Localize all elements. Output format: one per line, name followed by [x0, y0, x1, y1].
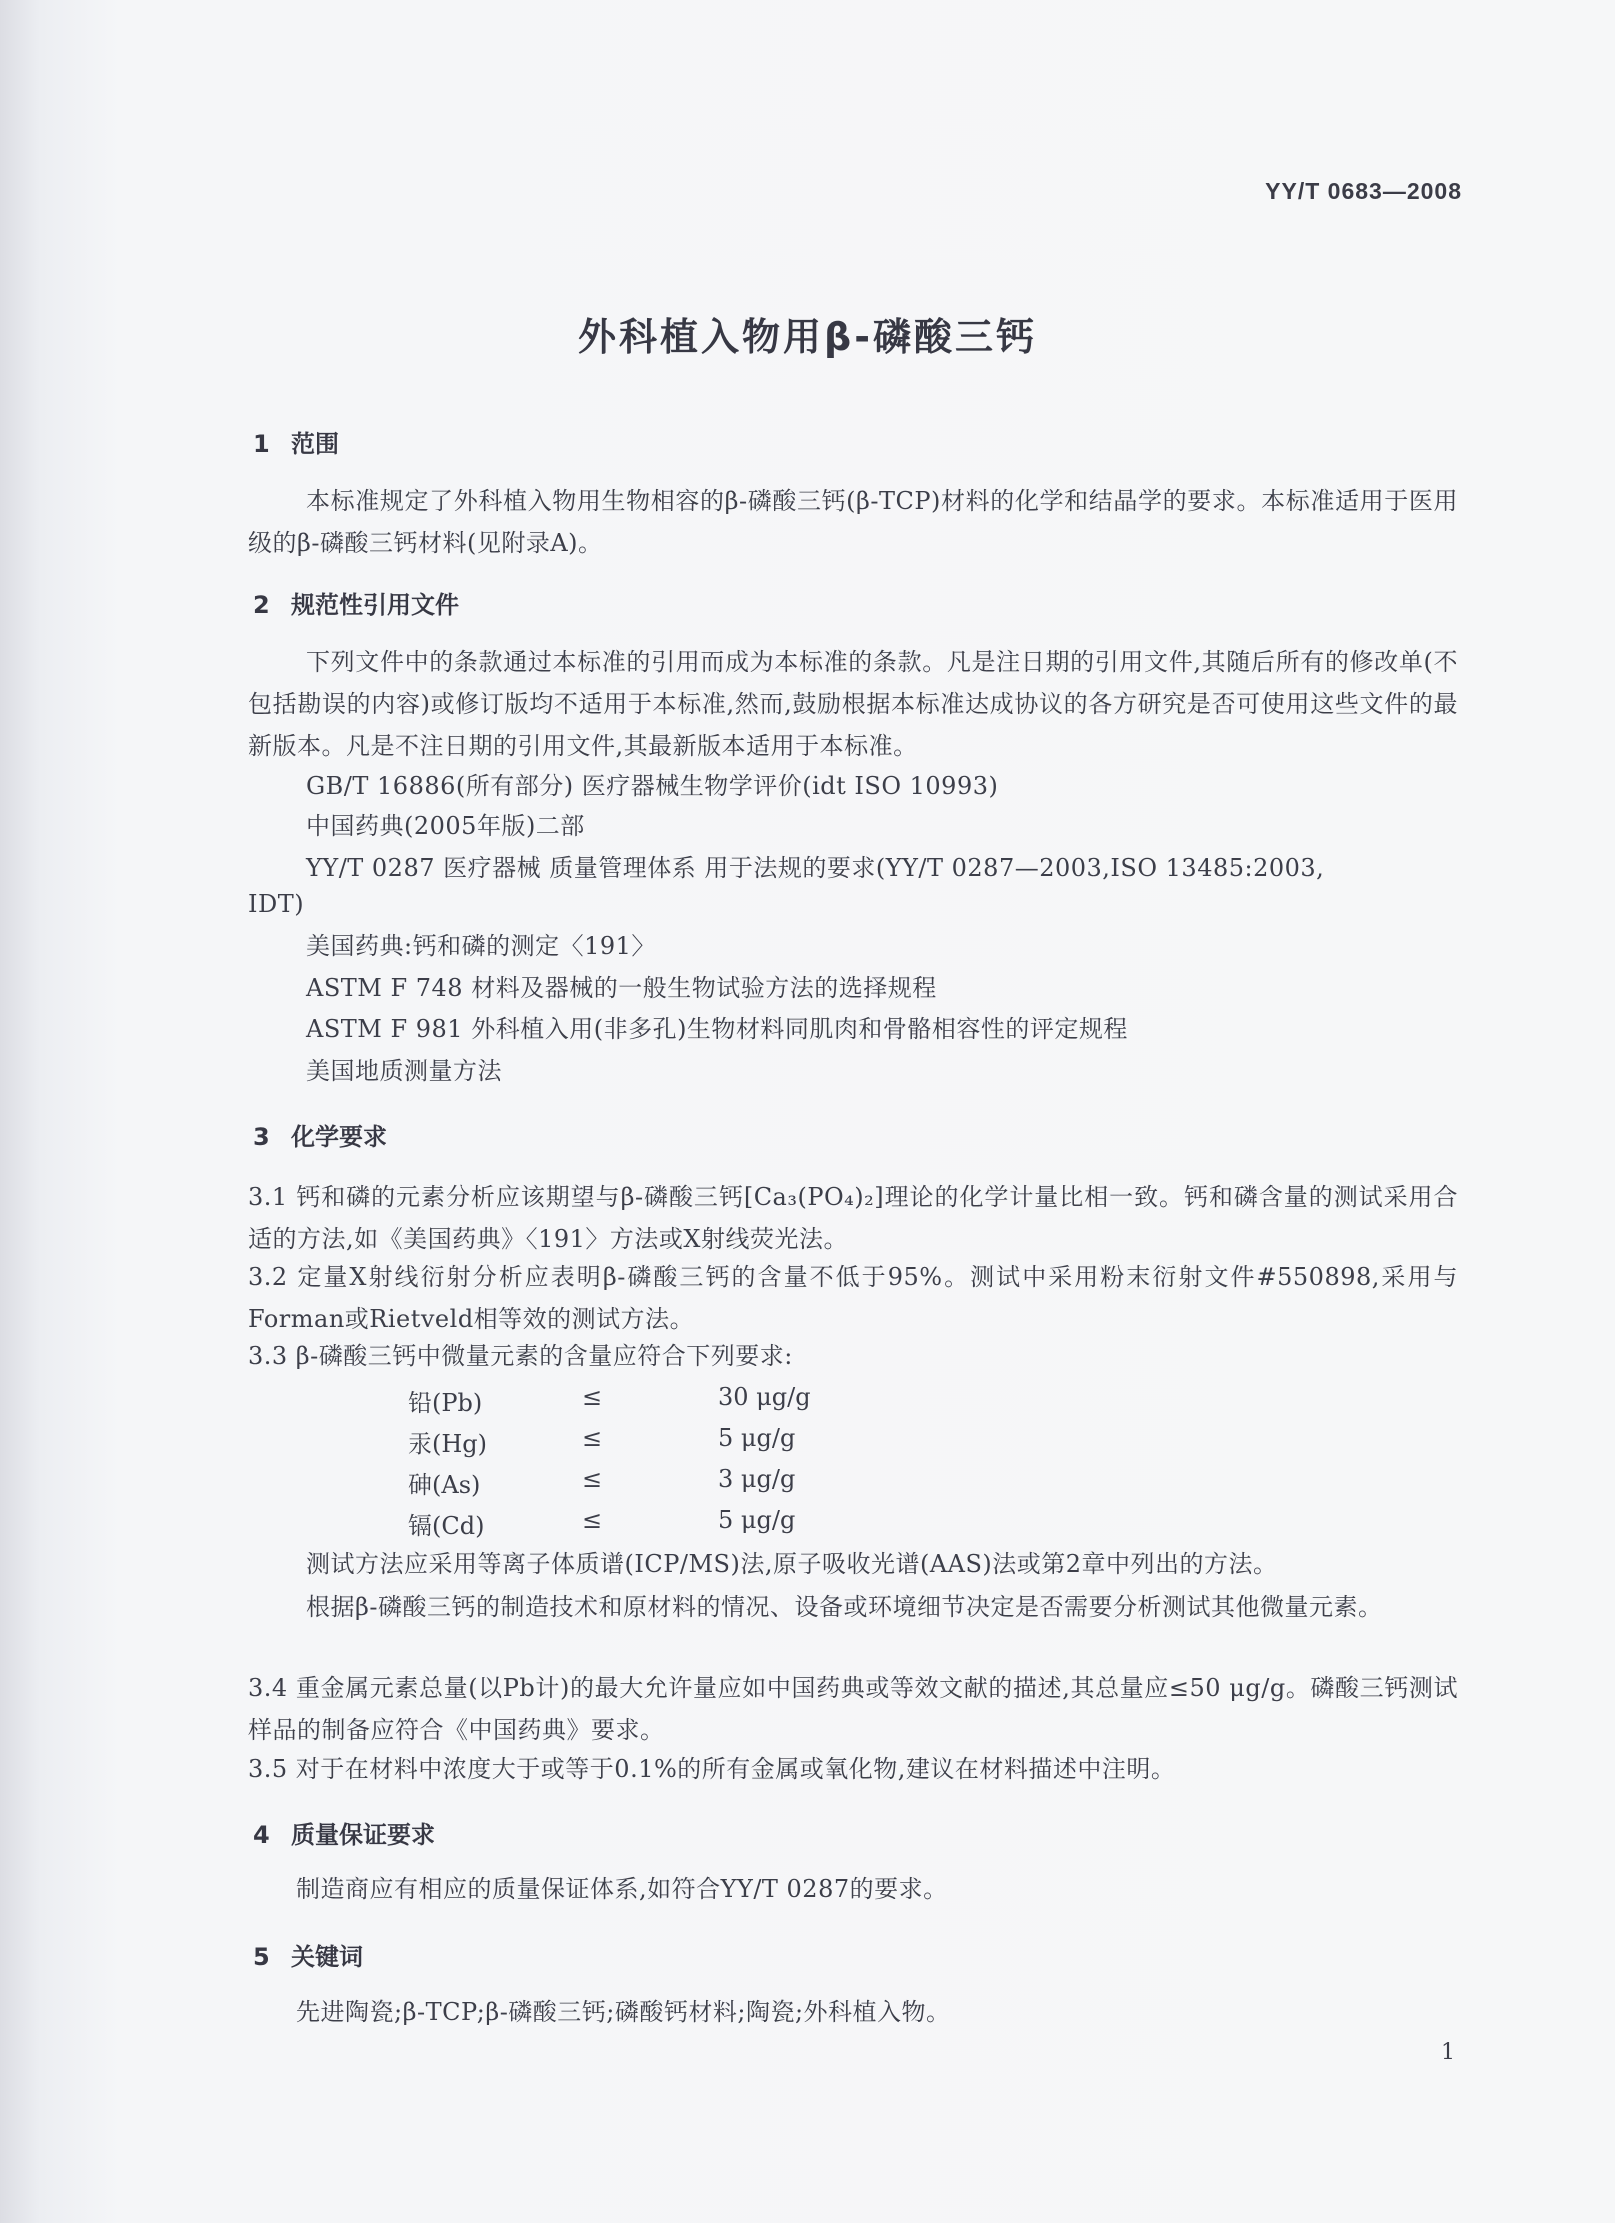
standard-number: YY/T 0683—2008 [1265, 178, 1462, 204]
reference-item: 中国药典(2005年版)二部 [306, 812, 585, 840]
section-3-heading [253, 1117, 387, 1152]
section-2-paragraph: 下列文件中的条款通过本标准的引用而成为本标准的条款。凡是注日期的引用文件,其随后所有的修改单(不包括勘误的内容)或修订版均不适用于本标准,然而,鼓励根据本标准达成协议的各方研究是否可使用这些文件的最新版本。凡是不注日期的引用文件,其最新版本适用于本标准。 [248, 648, 1458, 760]
element-limit: 5 μg/g [718, 1424, 796, 1452]
section-1-paragraph: 本标准规定了外科植入物用生物相容的β-磷酸三钙(β-TCP)材料的化学和结晶学的要求。本标准适用于医用级的β-磷酸三钙材料(见附录A)。 [248, 487, 1458, 557]
element-limit: 3 μg/g [718, 1465, 796, 1493]
clause-3-4: 3.4 重金属元素总量(以Pb计)的最大允许量应如中国药典或等效文献的描述,其总量应≤50 μg/g。磷酸三钙测试样品的制备应符合《中国药典》要求。 [248, 1674, 1458, 1744]
element-name: 砷(As) [408, 1471, 481, 1499]
section-4-heading [253, 1815, 435, 1850]
section-title: 范围 [291, 430, 339, 458]
section-4-paragraph: 制造商应有相应的质量保证体系,如符合YY/T 0287的要求。 [296, 1875, 948, 1903]
section-title: 化学要求 [291, 1123, 387, 1151]
clause-3-2: 3.2 定量X射线衍射分析应表明β-磷酸三钙的含量不低于95%。测试中采用粉末衍射文件#550898,采用与Forman或Rietveld相等效的测试方法。 [248, 1263, 1458, 1333]
element-name: 铅(Pb) [408, 1389, 483, 1417]
section-2-heading [253, 585, 459, 620]
reference-item: YY/T 0287 医疗器械 质量管理体系 用于法规的要求(YY/T 0287—2003,ISO 13485:2003, [306, 854, 1325, 882]
reference-item: 美国药典:钙和磷的测定〈191〉 [306, 932, 656, 960]
reference-item: ASTM F 748 材料及器械的一般生物试验方法的选择规程 [306, 974, 937, 1002]
section-title: 规范性引用文件 [291, 591, 459, 619]
document-title: 外科植入物用β-磷酸三钙 [578, 315, 1037, 359]
section-number: 3 [253, 1123, 270, 1151]
less-equal-symbol: ≤ [582, 1506, 603, 1534]
clause-3-3: 3.3 β-磷酸三钙中微量元素的含量应符合下列要求: [248, 1342, 793, 1370]
clause-3-5: 3.5 对于在材料中浓度大于或等于0.1%的所有金属或氧化物,建议在材料描述中注明。 [248, 1755, 1176, 1783]
page-number: 1 [1441, 2040, 1455, 2065]
section-number: 5 [253, 1943, 270, 1971]
element-name: 镉(Cd) [408, 1512, 485, 1540]
reference-item: GB/T 16886(所有部分) 医疗器械生物学评价(idt ISO 10993) [306, 772, 999, 800]
section-5-heading [253, 1937, 363, 1972]
reference-item: IDT) [248, 890, 305, 918]
clause-3-3-method: 测试方法应采用等离子体质谱(ICP/MS)法,原子吸收光谱(AAS)法或第2章中列出的方法。 [306, 1550, 1278, 1578]
clause-3-3-note: 根据β-磷酸三钙的制造技术和原材料的情况、设备或环境细节决定是否需要分析测试其他微量元素。 [306, 1593, 1383, 1621]
section-1-heading [253, 424, 339, 459]
element-name: 汞(Hg) [408, 1430, 488, 1458]
section-5-paragraph: 先进陶瓷;β-TCP;β-磷酸三钙;磷酸钙材料;陶瓷;外科植入物。 [296, 1998, 951, 2026]
section-number: 4 [253, 1821, 270, 1849]
section-title: 质量保证要求 [291, 1821, 435, 1849]
section-number: 2 [253, 591, 270, 619]
section-title: 关键词 [291, 1943, 363, 1971]
less-equal-symbol: ≤ [582, 1465, 603, 1493]
reference-item: ASTM F 981 外科植入用(非多孔)生物材料同肌肉和骨骼相容性的评定规程 [306, 1015, 1128, 1043]
element-limit: 30 μg/g [718, 1383, 811, 1411]
less-equal-symbol: ≤ [582, 1383, 603, 1411]
section-number: 1 [253, 430, 270, 458]
clause-3-1: 3.1 钙和磷的元素分析应该期望与β-磷酸三钙[Ca₃(PO₄)₂]理论的化学计量比相一致。钙和磷含量的测试采用合适的方法,如《美国药典》〈191〉方法或X射线荧光法。 [248, 1183, 1458, 1253]
element-limit: 5 μg/g [718, 1506, 796, 1534]
less-equal-symbol: ≤ [582, 1424, 603, 1452]
reference-item: 美国地质测量方法 [306, 1057, 502, 1085]
